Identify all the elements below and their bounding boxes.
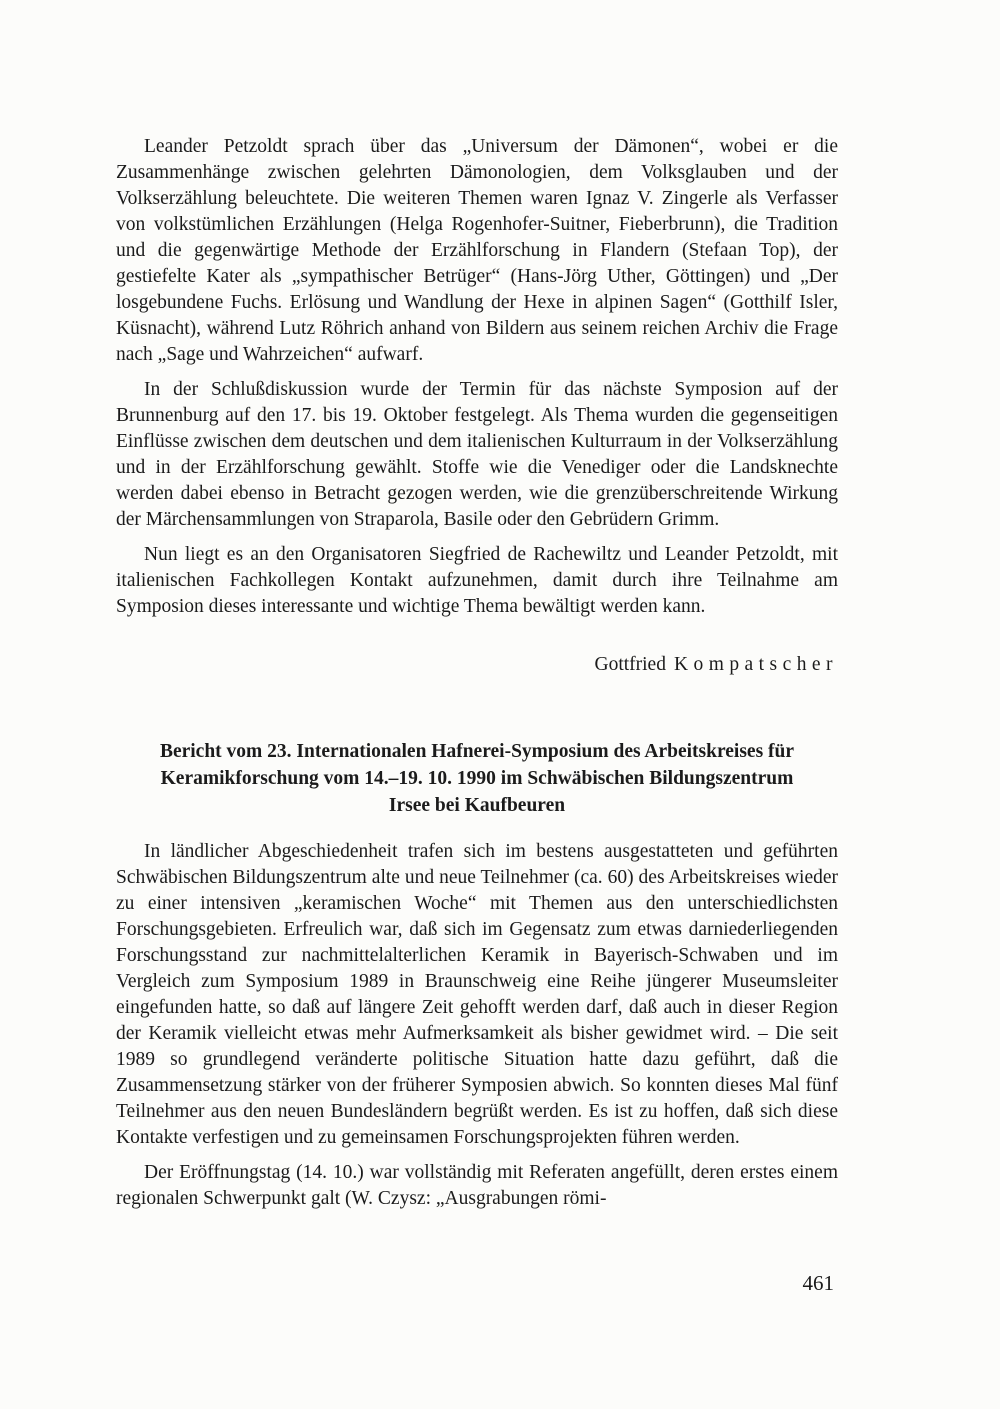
report-heading-line-2: Keramikforschung vom 14.–19. 10. 1990 im Schwäbischen Bildungszentrum xyxy=(160,768,794,789)
text-block xyxy=(116,134,838,1212)
paragraph-eroeffnungstag: Der Eröffnungstag (14. 10.) war vollständig mit Referaten angefüllt, deren erstes einem regionalen Schwerpunkt galt (W. Czysz: „Ausgrabungen römi- xyxy=(116,1162,838,1209)
author-family-name: Kompatscher xyxy=(673,654,838,675)
author-given-name: Gottfried xyxy=(594,654,666,675)
paragraph-bildungszentrum: In ländlicher Abgeschiedenheit trafen sich im bestens ausgestatteten und geführten Schwäbischen Bildungszentrum alte und neue Teilnehmer (ca. 60) des Arbeitskreises wieder zu einer intensiven „keramischen Woche“ mit Themen aus den unterschiedlichsten Forschungsgebieten. Erfreulich war, daß sich im Gegensatz zum etwas darniederliegenden Forschungsstand zur nachmittelalterlichen Keramik in Bayerisch-Schwaben und im Vergleich zum Symposium 1989 in Braunschweig eine Reihe jüngerer Museumsleiter eingefunden hatte, so daß auf längere Zeit gehofft werden darf, daß auch in dieser Region der Keramik vielleicht etwas mehr Aufmerksamkeit als bisher gewidmet wird. – Die seit 1989 so grundlegend veränderte politische Situation hatte dazu geführt, daß die Zusammensetzung stärker von der früherer Symposien abwich. So konnten dieses Mal fünf Teilnehmer aus den neuen Bundesländern begrüßt werden. Es ist zu hoffen, daß sich diese Kontakte verfestigen und zu gemeinsamen Forschungsprojekten führen werden. xyxy=(116,841,838,1148)
author-signature xyxy=(116,652,838,678)
report-heading-line-1: Bericht vom 23. Internationalen Hafnerei-Symposium des Arbeitskreises für xyxy=(159,741,795,762)
paragraph-schlussdiskussion: In der Schlußdiskussion wurde der Termin für das nächste Symposion auf der Brunnenburg auf den 17. bis 19. Oktober festgelegt. Als Thema wurden die gegenseitigen Einflüsse zwischen dem deutschen und dem italienischen Kulturraum in der Volkserzählung und in der Erzählforschung gewählt. Stoffe wie die Venediger oder die Landsknechte werden dabei ebenso in Betracht gezogen werden, wie die grenzüberschreitende Wirkung der Märchensammlungen von Straparola, Basile oder den Gebrüdern Grimm. xyxy=(116,379,838,530)
report-heading-line-3: Irsee bei Kaufbeuren xyxy=(388,795,566,816)
page-number: 461 xyxy=(802,1271,834,1295)
paragraph-organisatoren: Nun liegt es an den Organisatoren Siegfried de Rachewiltz und Leander Petzoldt, mit italienischen Fachkollegen Kontakt aufzunehmen, damit durch ihre Teilnahme am Symposion dieses interessante und wichtige Thema bewältigt werden kann. xyxy=(116,544,838,617)
paragraph-petzoldt-lecture: Leander Petzoldt sprach über das „Universum der Dämonen“, wobei er die Zusammenhänge zwischen gelehrten Dämonologien, dem Volksglauben und der Volkserzählung beleuchtete. Die weiteren Themen waren Ignaz V. Zingerle als Verfasser von volkstümlichen Erzählungen (Helga Rogenhofer-Suitner, Fieberbrunn), die Tradition und die gegenwärtige Methode der Erzählforschung in Flandern (Stefaan Top), der gestiefelte Kater als „sympathischer Betrüger“ (Hans-Jörg Uther, Göttingen) und „Der losgebundene Fuchs. Erlösung und Wandlung der Hexe in alpinen Sagen“ (Gotthilf Isler, Küsnacht), während Lutz Röhrich anhand von Bildern aus seinem reichen Archiv die Frage nach „Sage und Wahrzeichen“ aufwarf. xyxy=(116,136,838,365)
report-heading xyxy=(116,738,838,819)
